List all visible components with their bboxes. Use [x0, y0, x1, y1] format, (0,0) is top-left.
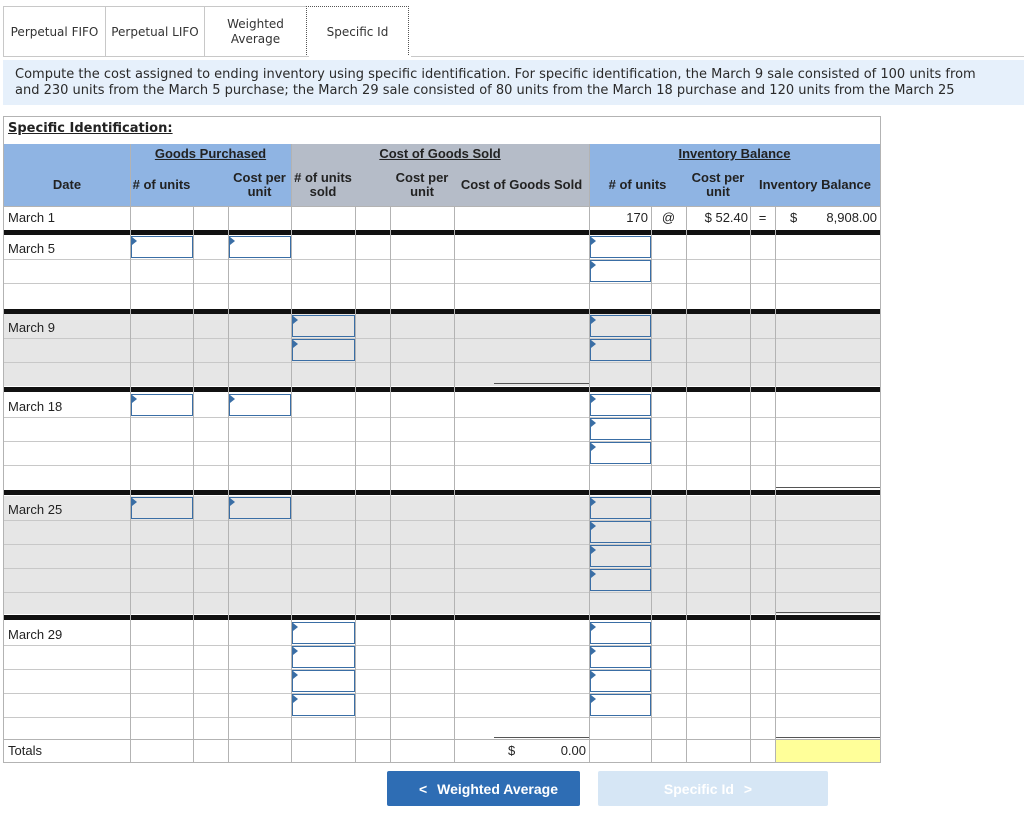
- totals-cogs-value: 0.00: [560, 743, 586, 758]
- gp-cost-input-march-5[interactable]: [229, 236, 291, 258]
- col-ib-cost: Cost per unit: [691, 170, 745, 199]
- group-cost-of-goods-sold: Cost of Goods Sold: [379, 146, 501, 161]
- ib-units-input-march-18-a[interactable]: [590, 394, 651, 416]
- gp-units-input-march-25[interactable]: [131, 497, 193, 519]
- ib-total-march-1: 8,908.00: [826, 210, 877, 225]
- gp-units-input-march-5[interactable]: [131, 236, 193, 258]
- col-gp-cost: Cost per unit: [233, 170, 286, 199]
- tab-perpetual-lifo[interactable]: Perpetual LIFO: [105, 6, 205, 57]
- col-ib-total: Inventory Balance: [759, 177, 871, 192]
- chevron-left-icon: <: [418, 780, 428, 797]
- ib-units-input-march-29-b[interactable]: [590, 646, 651, 668]
- tab-specific-id[interactable]: Specific Id: [306, 6, 409, 57]
- gp-cost-input-march-18[interactable]: [229, 394, 291, 416]
- group-inventory-balance: Inventory Balance: [678, 146, 791, 161]
- row-date-totals: Totals: [8, 743, 42, 758]
- instruction-text: Compute the cost assigned to ending inventory using specific identification. For specific identification, the March 9 sale consisted of 100 units from: [15, 67, 976, 82]
- cogs-units-input-march-9-b[interactable]: [292, 339, 355, 361]
- ib-units-input-march-29-d[interactable]: [590, 694, 651, 716]
- worksheet-title: Specific Identification:: [8, 121, 173, 136]
- ib-cost-march-1: $ 52.40: [704, 210, 748, 225]
- dollar-sign: $: [790, 210, 798, 225]
- ib-units-input-march-18-b[interactable]: [590, 418, 651, 440]
- totals-dollar-sign: $: [508, 743, 516, 758]
- row-date-march-1: March 1: [8, 210, 55, 225]
- col-cogs-cost: Cost per unit: [395, 170, 449, 199]
- group-goods-purchased: Goods Purchased: [154, 146, 267, 161]
- row-date-march-29: March 29: [8, 627, 63, 642]
- ib-units-input-march-25-b[interactable]: [590, 521, 651, 543]
- ib-units-input-march-25-d[interactable]: [590, 569, 651, 591]
- cogs-units-input-march-29-c[interactable]: [292, 670, 355, 692]
- prev-button-label: Weighted Average: [437, 780, 559, 797]
- col-cogs-total: Cost of Goods Sold: [460, 177, 583, 192]
- instruction-text-line2: and 230 units from the March 5 purchase; the March 29 sale consisted of 80 units from the March 18 purchase and 120 units from the March 25: [15, 83, 955, 98]
- gp-units-input-march-18[interactable]: [131, 394, 193, 416]
- ib-units-input-march-5-b[interactable]: [590, 260, 651, 282]
- cogs-units-input-march-9-a[interactable]: [292, 315, 355, 337]
- col-cogs-units: # of units sold: [294, 170, 352, 199]
- ib-units-input-march-25-a[interactable]: [590, 497, 651, 519]
- tab-weighted-average[interactable]: Weighted Average: [204, 6, 307, 57]
- ib-units-input-march-5-a[interactable]: [590, 236, 651, 258]
- ib-units-input-march-29-c[interactable]: [590, 670, 651, 692]
- specific-identification-worksheet: [3, 116, 881, 763]
- equals-sign: =: [758, 210, 767, 225]
- row-date-march-18: March 18: [8, 399, 63, 414]
- cogs-units-input-march-29-d[interactable]: [292, 694, 355, 716]
- ib-units-input-march-18-c[interactable]: [590, 442, 651, 464]
- cogs-units-input-march-29-a[interactable]: [292, 622, 355, 644]
- ib-units-input-march-9-b[interactable]: [590, 339, 651, 361]
- chevron-right-icon: >: [743, 780, 753, 797]
- tab-divider: [3, 56, 1024, 57]
- ib-units-input-march-9-a[interactable]: [590, 315, 651, 337]
- cogs-units-input-march-29-b[interactable]: [292, 646, 355, 668]
- ib-units-input-march-29-a[interactable]: [590, 622, 651, 644]
- col-gp-units: # of units: [132, 177, 191, 192]
- col-ib-units: # of units: [608, 177, 667, 192]
- tab-bar: [3, 6, 408, 57]
- row-date-march-5: March 5: [8, 241, 55, 256]
- ib-units-march-1: 170: [626, 210, 648, 225]
- next-specific-id-button[interactable]: [598, 771, 828, 806]
- at-sign: @: [661, 210, 676, 225]
- instruction-panel: [3, 60, 1024, 105]
- gp-cost-input-march-25[interactable]: [229, 497, 291, 519]
- row-date-march-9: March 9: [8, 320, 55, 335]
- next-button-label: Specific Id: [663, 780, 734, 797]
- col-date: Date: [52, 177, 82, 192]
- prev-weighted-average-button[interactable]: [387, 771, 580, 806]
- ib-units-input-march-25-c[interactable]: [590, 545, 651, 567]
- tab-perpetual-fifo[interactable]: Perpetual FIFO: [3, 6, 106, 57]
- row-date-march-25: March 25: [8, 502, 63, 517]
- totals-inventory-balance-cell: [776, 740, 880, 762]
